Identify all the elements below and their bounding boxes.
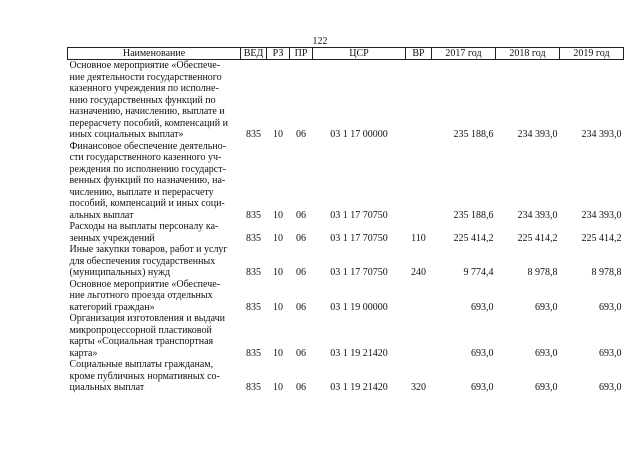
row-csr: 03 1 19 21420 bbox=[330, 382, 388, 393]
col-header-ved: ВЕД bbox=[241, 48, 267, 60]
col-header-2017: 2017 год bbox=[432, 48, 496, 60]
row-rz: 10 bbox=[273, 129, 283, 140]
row-csr: 03 1 17 70750 bbox=[330, 209, 388, 221]
row-2019: 693,0 bbox=[599, 301, 622, 313]
row-name: Социальные выплаты гражданам, кроме публичных нормативных со- циальных выплат bbox=[69, 359, 220, 393]
row-rz: 10 bbox=[273, 382, 283, 393]
row-vr bbox=[406, 60, 432, 141]
row-name: Основное мероприятие «Обеспече- ние деятельности государственного казенного учреждения по исполне- нию государственных функций по назначению, начислению, выплате и перерасчету пособий, компенсаций и иных социальных выплат» bbox=[69, 60, 228, 140]
row-csr: 03 1 17 00000 bbox=[330, 129, 388, 140]
row-vr bbox=[406, 279, 432, 314]
row-2018: 693,0 bbox=[535, 301, 558, 313]
row-pr: 06 bbox=[296, 301, 306, 313]
col-header-2019: 2019 год bbox=[560, 48, 624, 60]
row-csr: 03 1 17 70750 bbox=[330, 232, 388, 244]
row-2019: 234 393,0 bbox=[581, 129, 622, 140]
row-name: Основное мероприятие «Обеспече- ние льготного проезда отдельных категорий граждан» bbox=[69, 278, 221, 313]
row-vr: 110 bbox=[411, 232, 426, 244]
row-name: Расходы на выплаты персоналу ка- зенных учреждений bbox=[69, 221, 219, 244]
row-name: Иные закупки товаров, работ и услуг для обеспечения государственных (муниципальных) нужд bbox=[69, 244, 228, 278]
table-row bbox=[68, 141, 624, 222]
row-2018: 234 393,0 bbox=[517, 209, 558, 221]
row-rz: 10 bbox=[273, 209, 283, 221]
col-header-pr: ПР bbox=[290, 48, 313, 60]
row-2017: 693,0 bbox=[471, 347, 494, 359]
row-2017: 9 774,4 bbox=[463, 267, 494, 278]
budget-table bbox=[67, 47, 624, 394]
row-pr: 06 bbox=[296, 267, 306, 278]
row-2018: 234 393,0 bbox=[517, 129, 558, 140]
row-name: Финансовое обеспечение деятельно- сти государственного казенного уч- реждения по исполнению государст- венных функций по назначению, на- числению, выплате и перерасчету пособий, компенсаций и иных соци- альных выплат bbox=[69, 140, 226, 221]
row-2019: 693,0 bbox=[599, 347, 622, 359]
row-ved: 835 bbox=[246, 232, 261, 244]
row-pr: 06 bbox=[296, 347, 306, 359]
row-ved: 835 bbox=[246, 267, 261, 278]
table-header-row bbox=[68, 48, 624, 60]
row-rz: 10 bbox=[273, 347, 283, 359]
row-vr: 240 bbox=[411, 267, 426, 278]
row-2019: 234 393,0 bbox=[581, 209, 622, 221]
row-ved: 835 bbox=[246, 382, 261, 393]
row-2018: 8 978,8 bbox=[527, 267, 558, 278]
row-rz: 10 bbox=[273, 301, 283, 313]
row-ved: 835 bbox=[246, 129, 261, 140]
page-number: 122 bbox=[312, 36, 328, 47]
col-header-2018: 2018 год bbox=[496, 48, 560, 60]
row-2017: 235 188,6 bbox=[453, 209, 494, 221]
row-vr bbox=[406, 141, 432, 222]
row-ved: 835 bbox=[246, 209, 261, 221]
table-row bbox=[68, 359, 624, 394]
table-row bbox=[68, 60, 624, 141]
col-header-name: Наименование bbox=[68, 48, 241, 60]
row-vr bbox=[406, 313, 432, 359]
row-ved: 835 bbox=[246, 301, 261, 313]
table-row bbox=[68, 221, 624, 244]
row-csr: 03 1 19 00000 bbox=[330, 301, 388, 313]
row-2019: 225 414,2 bbox=[581, 232, 622, 244]
col-header-vr: ВР bbox=[406, 48, 432, 60]
col-header-rz: РЗ bbox=[267, 48, 290, 60]
row-rz: 10 bbox=[273, 267, 283, 278]
row-pr: 06 bbox=[296, 232, 306, 244]
row-2017: 225 414,2 bbox=[453, 232, 494, 244]
row-pr: 06 bbox=[296, 209, 306, 221]
row-2019: 8 978,8 bbox=[591, 267, 622, 278]
row-2018: 693,0 bbox=[535, 347, 558, 359]
row-2018: 693,0 bbox=[535, 382, 558, 393]
table-row bbox=[68, 244, 624, 279]
row-csr: 03 1 19 21420 bbox=[330, 347, 388, 359]
row-vr: 320 bbox=[411, 382, 426, 393]
row-rz: 10 bbox=[273, 232, 283, 244]
col-header-csr: ЦСР bbox=[313, 48, 406, 60]
row-pr: 06 bbox=[296, 129, 306, 140]
row-csr: 03 1 17 70750 bbox=[330, 267, 388, 278]
row-2017: 235 188,6 bbox=[453, 129, 494, 140]
row-2018: 225 414,2 bbox=[517, 232, 558, 244]
table-row bbox=[68, 279, 624, 314]
row-2019: 693,0 bbox=[599, 382, 622, 393]
row-name: Организация изготовления и выдачи микропроцессорной пластиковой карты «Социальная транспортная карта» bbox=[69, 313, 226, 359]
row-2017: 693,0 bbox=[471, 301, 494, 313]
row-2017: 693,0 bbox=[471, 382, 494, 393]
row-pr: 06 bbox=[296, 382, 306, 393]
row-ved: 835 bbox=[246, 347, 261, 359]
table-row bbox=[68, 313, 624, 359]
